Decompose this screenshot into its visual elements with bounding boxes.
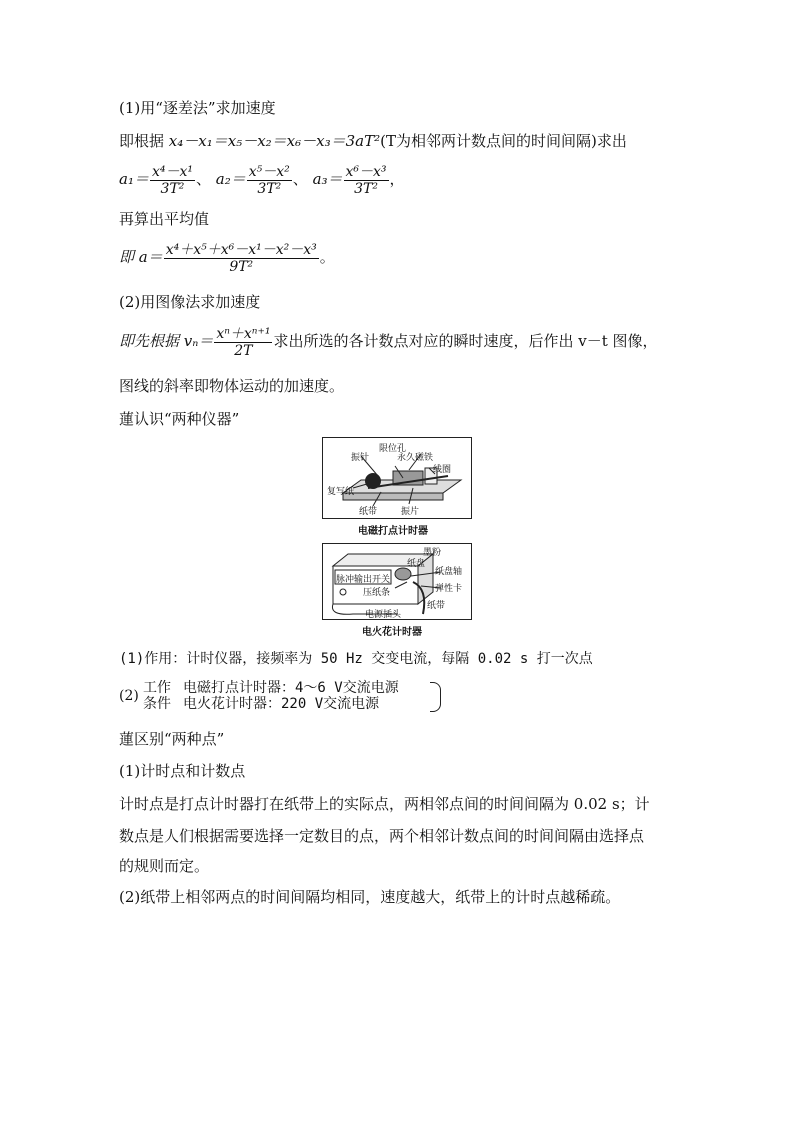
a1-denominator: 3T² — [150, 180, 195, 197]
tape-spacing-line: (2)纸带上相邻两点的时间间隔均相同，速度越大，纸带上的计时点越稀疏。 — [119, 888, 621, 906]
a1-fraction — [150, 164, 195, 197]
reed-label: 振片 — [401, 507, 420, 517]
tape-label: 纸带 — [359, 507, 378, 517]
electromagnetic-timer-figure — [322, 437, 472, 519]
a2-label: a₂＝ — [215, 170, 246, 188]
average-formula — [119, 240, 335, 275]
average-fraction — [164, 242, 319, 275]
end-mark: 。 — [319, 248, 335, 266]
know-instruments-heading: 蓮认识“两种仪器” — [119, 410, 240, 428]
lead-text: 即根据 — [119, 132, 169, 150]
a3-label: a₃＝ — [312, 170, 343, 188]
spring-clip-label: 弹性卡 — [435, 584, 463, 594]
press-strip-label: 压纸条 — [363, 588, 391, 598]
carbon-paper-label: 复写纸 — [327, 487, 355, 497]
a3-numerator: x⁶－x³ — [345, 163, 387, 180]
average-numerator: x⁴＋x⁵＋x⁶－x¹－x²－x³ — [165, 241, 317, 258]
coil-label: 线圈 — [433, 465, 452, 475]
pulse-switch-label: 脉冲输出开关 — [336, 575, 391, 585]
limit-hole-label: 限位孔 — [379, 444, 407, 454]
velocity-denominator: 2T — [214, 342, 272, 359]
a2-denominator: 3T² — [247, 180, 292, 197]
velocity-lead: 即先根据 vₙ＝ — [119, 332, 214, 350]
a3-fraction — [344, 164, 389, 197]
spark-timer-figure — [322, 543, 472, 620]
tape-label: 纸带 — [427, 601, 446, 611]
section-1-title: (1)用“逐差法”求加速度 — [119, 99, 276, 117]
a1-label: a₁＝ — [119, 170, 149, 188]
section-2-title: (2)用图像法求加速度 — [119, 293, 261, 311]
points-para-line-2: 数点是人们根据需要选择一定数目的点，两个相邻计数点间的时间间隔由选择点 — [119, 827, 645, 845]
average-denominator: 9T² — [164, 258, 319, 275]
condition-row-1: 电磁打点计时器：4～6 V交流电源 — [183, 680, 399, 696]
average-lead: 即 a＝ — [119, 248, 163, 266]
condition-label-1: 工作 — [143, 680, 171, 696]
a2-numerator: x⁵－x² — [248, 163, 290, 180]
power-plug-label: 电源插头 — [365, 610, 402, 620]
velocity-numerator: xⁿ＋xⁿ⁺¹ — [216, 325, 271, 342]
magnet-label: 永久磁铁 — [397, 453, 434, 463]
figure-2-caption: 电火花计时器 — [362, 627, 422, 638]
a1-numerator: x⁴－x¹ — [151, 163, 193, 180]
condition-label-2: 条件 — [143, 696, 171, 712]
average-text: 再算出平均值 — [119, 210, 210, 228]
separator: 、 — [292, 170, 308, 188]
a2-fraction — [247, 164, 292, 197]
velocity-fraction — [214, 326, 272, 359]
points-para-line-1: 计时点是打点计时器打在纸带上的实际点，两相邻点间的时间间隔为 0.02 s；计 — [119, 795, 650, 813]
difference-expression: x₄－x₁＝x₅－x₂＝x₆－x₃＝3aT² — [168, 132, 381, 150]
successive-difference-line — [119, 131, 627, 151]
ink-label: 墨粉 — [423, 548, 442, 558]
separator: 、 — [195, 170, 211, 188]
tail-text: (T为相邻两计数点间的时间间隔)求出 — [380, 132, 627, 150]
slope-text: 图线的斜率即物体运动的加速度。 — [119, 377, 345, 395]
disk-label: 纸盘 — [407, 559, 426, 569]
function-line: (1)作用：计时仪器，接频率为 50 Hz 交变电流，每隔 0.02 s 打一次点 — [119, 651, 593, 667]
needle-label: 振针 — [351, 453, 370, 463]
condition-row-2: 电火花计时器：220 V交流电源 — [183, 696, 380, 712]
disk-axis-label: 纸盘轴 — [435, 567, 463, 577]
end-mark: ， — [389, 170, 405, 188]
condition-number: (2) — [119, 688, 139, 704]
acceleration-fractions — [119, 162, 405, 197]
function-text — [119, 648, 593, 669]
a3-denominator: 3T² — [344, 180, 389, 197]
points-subtitle: (1)计时点和计数点 — [119, 762, 246, 780]
points-para-line-3: 的规则而定。 — [119, 857, 210, 875]
velocity-formula-line — [119, 324, 658, 359]
distinguish-points-heading: 蓮区别“两种点” — [119, 730, 225, 748]
figure-1-caption: 电磁打点计时器 — [358, 526, 428, 537]
velocity-tail: 求出所选的各计数点对应的瞬时速度，后作出 v－t 图像， — [273, 332, 658, 350]
right-brace — [430, 682, 441, 712]
